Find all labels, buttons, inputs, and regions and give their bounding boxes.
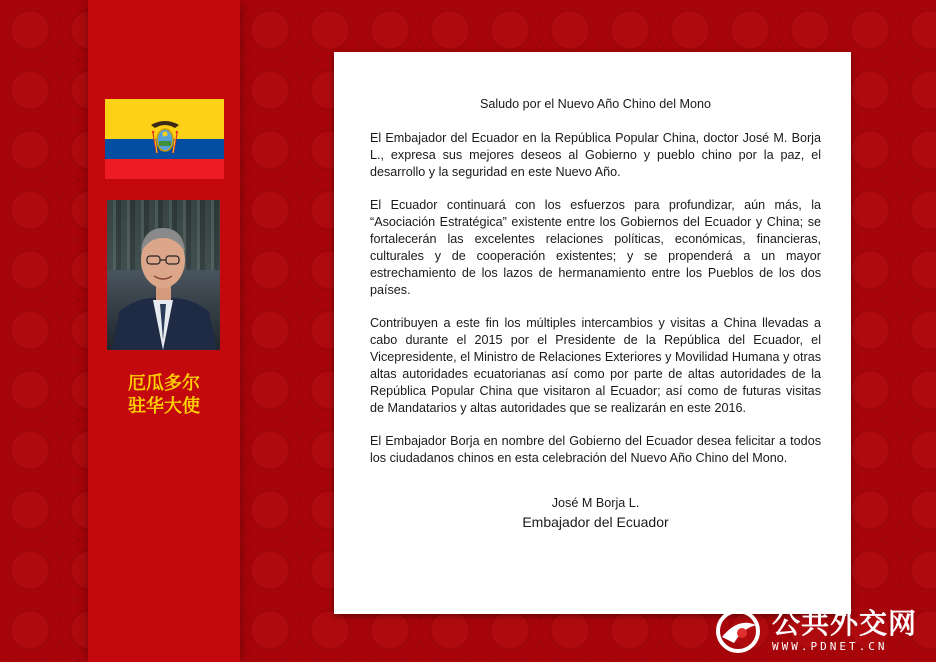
portrait-figure bbox=[107, 200, 220, 350]
letter-heading: Saludo por el Nuevo Año Chino del Mono bbox=[479, 97, 712, 111]
ambassador-photo bbox=[107, 200, 220, 350]
watermark-site-name: 公共外交网 bbox=[772, 607, 918, 640]
watermark-text bbox=[772, 608, 917, 654]
signature-block bbox=[370, 495, 821, 532]
watermark-url: WWW.PDNET.CN bbox=[772, 640, 888, 653]
coat-of-arms-icon bbox=[149, 119, 181, 157]
site-watermark bbox=[712, 602, 930, 660]
letter-paragraph: El Embajador del Ecuador en la República Popular China, doctor José M. Borja L., expresa sus mejores deseos al Gobierno y pueblo chino por la paz, el desarrollo y la seguridad en este Nuevo Año. bbox=[370, 130, 821, 179]
pdnet-logo-icon bbox=[712, 607, 764, 655]
label-line-country: 厄瓜多尔 bbox=[128, 373, 200, 394]
ecuador-flag bbox=[105, 99, 224, 179]
letter-card bbox=[334, 52, 851, 614]
flag-red-stripe bbox=[105, 159, 224, 179]
letter-paragraph: Contribuyen a este fin los múltiples intercambios y visitas a China llevadas a cabo durante el 2015 por el Presidente de la República del Ecuador, el Vicepresidente, el Ministro de Relaciones Exteriores y Movilidad Humana y otras altas autoridades ecuatorianas así como por parte de altas autoridades de la República Popular China que visitaron al Ecuador; así como de futuras visitas de Mandatarios y altas autoridades que se realizarán en este 2016. bbox=[370, 316, 821, 415]
letter-paragraph: El Embajador Borja en nombre del Gobierno del Ecuador desea felicitar a todos los ciudadanos chinos en esta celebración del Nuevo Año Chino del Mono. bbox=[370, 434, 821, 465]
ambassador-title-label bbox=[100, 372, 228, 418]
letter-paragraph: El Ecuador continuará con los esfuerzos para profundizar, aún más, la “Asociación Estratégica” existente entre los Gobiernos del Ecuador y China; se fortalecerán las excelentes relaciones políticas, económicas, financieras, culturales y de cooperación existentes; y se propenderá a un mayor estrechamiento de los lazos de hermanamiento entre los Pueblos de los dos países. bbox=[370, 198, 821, 297]
signature-name: José M Borja L. bbox=[551, 495, 640, 510]
signature-title: Embajador del Ecuador bbox=[522, 513, 669, 530]
label-line-role: 驻华大使 bbox=[128, 396, 200, 417]
